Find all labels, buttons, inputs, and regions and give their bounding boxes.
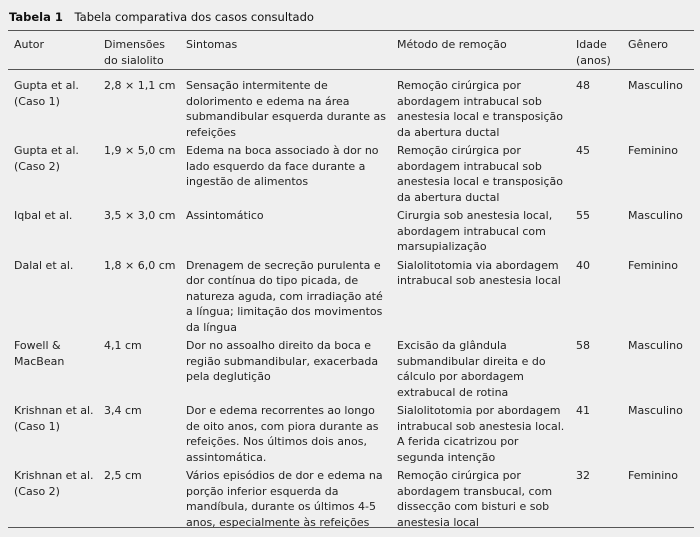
cell-method: Remoção cirúrgica por abordagem intrabucal sob anestesia local e transposição da abertura ductal xyxy=(397,79,564,139)
cell-age: 58 xyxy=(576,339,590,352)
table-caption xyxy=(9,9,314,25)
cell-gender: Masculino xyxy=(628,339,683,352)
cell-symptoms: Dor e edema recorrentes ao longo de oito anos, com piora durante as refeições. Nos últimos dois anos, assintomática. xyxy=(186,404,379,464)
cell-age: 41 xyxy=(576,404,590,417)
cell-method: Remoção cirúrgica por abordagem transbucal, com dissecção com bisturi e sob anestesia local xyxy=(397,469,553,529)
cell-age: 55 xyxy=(576,209,590,222)
cell-method: Sialolitotomia por abordagem intrabucal sob anestesia local. A ferida cicatrizou por segunda intenção xyxy=(397,404,565,464)
cell-author: Gupta et al. (Caso 2) xyxy=(14,144,79,173)
cell-symptoms: Vários episódios de dor e edema na porção inferior esquerda da mandíbula, durante os últimos 4-5 anos, especialmente às refeições xyxy=(186,469,383,529)
cell-author: Krishnan et al. (Caso 2) xyxy=(14,469,94,498)
table-row xyxy=(8,205,694,255)
cell-gender: Feminino xyxy=(628,258,678,272)
cell-author: Iqbal et al. xyxy=(14,209,73,222)
cell-age: 48 xyxy=(576,79,590,92)
cell-gender: Masculino xyxy=(628,209,683,222)
cell-gender: Masculino xyxy=(628,404,683,417)
cell-age: 45 xyxy=(576,144,590,157)
cell-author: Dalal et al. xyxy=(14,258,74,272)
cell-gender: Feminino xyxy=(628,144,678,157)
header-size: Dimensões do sialolito xyxy=(104,38,165,67)
cell-method: Excisão da glândula submandibular direita e do cálculo por abordagem extrabucal de rotina xyxy=(397,339,546,399)
cell-age: 40 xyxy=(576,258,590,272)
cell-author: Gupta et al. (Caso 1) xyxy=(14,79,79,108)
cell-author: Fowell & MacBean xyxy=(14,339,65,368)
cell-method: Remoção cirúrgica por abordagem intrabucal sob anestesia local e transposição da abertura ductal xyxy=(397,144,564,204)
comparison-table xyxy=(8,31,694,530)
caption-title: Tabela comparativa dos casos consultado xyxy=(74,10,314,24)
cell-age: 32 xyxy=(576,469,590,482)
table-row xyxy=(8,255,694,336)
header-method: Método de remoção xyxy=(397,38,507,51)
cell-symptoms: Dor no assoalho direito da boca e região submandibular, exacerbada pela deglutição xyxy=(186,339,379,383)
table-row xyxy=(8,465,694,530)
cell-symptoms: Sensação intermitente de dolorimento e edema na área submandibular esquerda durante as refeições xyxy=(186,79,386,139)
table-row xyxy=(8,335,694,400)
table-row xyxy=(8,400,694,465)
header-author: Autor xyxy=(14,38,45,51)
table-row xyxy=(8,140,694,205)
caption-label: Tabela 1 xyxy=(9,10,63,24)
cell-size: 3,5 × 3,0 cm xyxy=(104,209,176,222)
cell-size: 1,8 × 6,0 cm xyxy=(104,258,176,272)
cell-size: 3,4 cm xyxy=(104,404,142,417)
header-gender: Gênero xyxy=(628,38,669,51)
cell-symptoms: Edema na boca associado à dor no lado esquerdo da face durante a ingestão de alimentos xyxy=(186,144,379,188)
cell-method: Sialolitotomia via abordagem intrabucal sob anestesia local xyxy=(397,258,561,287)
cell-gender: Masculino xyxy=(628,79,683,92)
cell-author: Krishnan et al. (Caso 1) xyxy=(14,404,94,433)
table-row xyxy=(8,75,694,140)
cell-symptoms: Drenagem de secreção purulenta e dor contínua do tipo picada, de natureza aguda, com irradiação até a língua; limitação dos movimentos da língua xyxy=(186,258,383,334)
header-row xyxy=(8,31,694,75)
cell-size: 4,1 cm xyxy=(104,339,142,352)
cell-size: 2,5 cm xyxy=(104,469,142,482)
header-symptoms: Sintomas xyxy=(186,38,238,51)
cell-method: Cirurgia sob anestesia local, abordagem intrabucal com marsupialização xyxy=(397,209,553,253)
cell-size: 1,9 × 5,0 cm xyxy=(104,144,176,157)
cell-symptoms: Assintomático xyxy=(186,209,264,222)
cell-gender: Feminino xyxy=(628,469,678,482)
header-age: Idade (anos) xyxy=(576,38,611,67)
cell-size: 2,8 × 1,1 cm xyxy=(104,79,176,92)
